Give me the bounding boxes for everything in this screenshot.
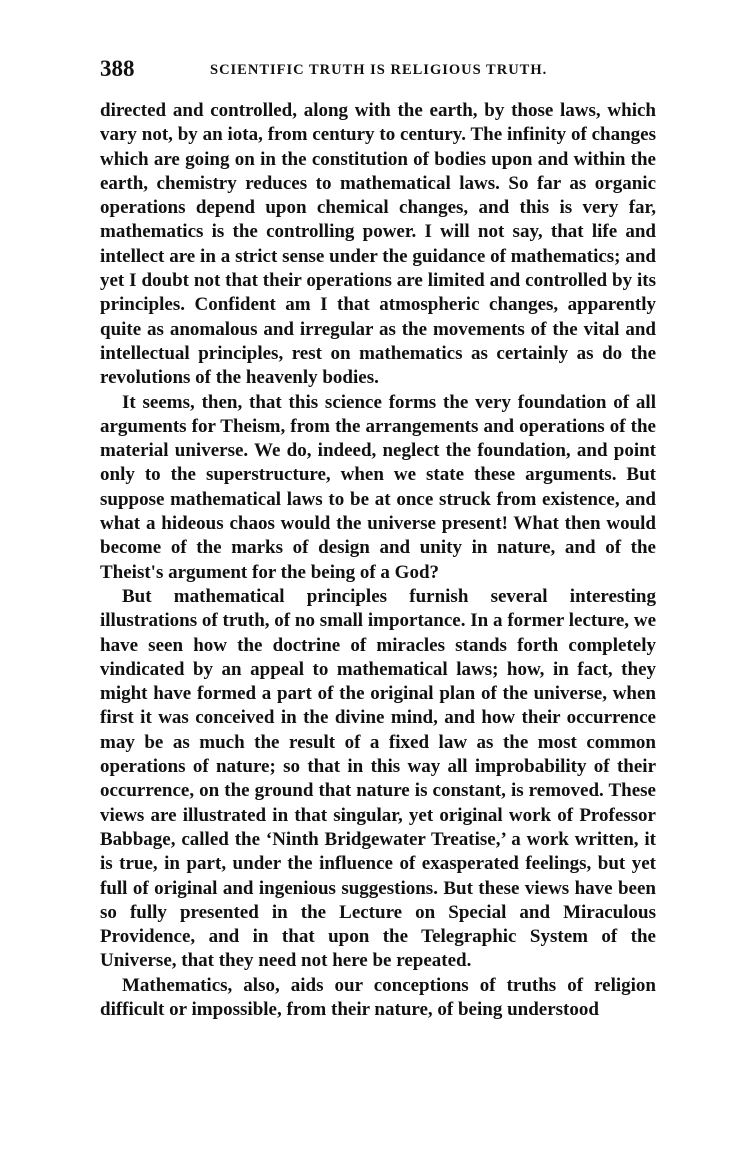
paragraph-1-continued: directed and controlled, along with the earth, by those laws, which vary not, by an iota, from century to century. The infinity of changes which are going on in the constitution of bodies upon and within the earth, chemistry reduces to mathematical laws. So far as organic operations depend upon chemical changes, and this is very far, mathematics is the controlling power. I will not say, that life and intellect are in a strict sense under the guidance of mathematics; and yet I doubt not that their operations are limited and controlled by its principles. Confident am I that atmospheric changes, apparently quite as anomalous and irregular as the movements of the vital and intellectual principles, rest on mathematics as certainly as do the revolutions of the heavenly bodies.: [100, 100, 656, 389]
page-number: 388: [100, 56, 135, 81]
body-text: [100, 99, 656, 1022]
page-header: [100, 56, 655, 84]
paragraph-3: But mathematical principles furnish several interesting illustrations of truth, of no small importance. In a former lecture, we have seen how the doctrine of miracles stands forth completely vindicated by an appeal to mathematical laws; how, in fact, they might have formed a part of the original plan of the universe, when first it was conceived in the divine mind, and how their occurrence may be as much the result of a fixed law as the most common operations of nature; so that in this way all improbability of their occurrence, on the ground that nature is constant, is removed. These views are illustrated in that singular, yet original work of Professor Babbage, called the ‘Ninth Bridgewater Treatise,’ a work written, it is true, in part, under the influence of exasperated feelings, but yet full of original and ingenious suggestions. But these views have been so fully presented in the Lecture on Special and Miraculous Providence, and in that upon the Telegraphic System of the Universe, that they need not here be repeated.: [100, 585, 656, 972]
paragraph-2: It seems, then, that this science forms the very foundation of all arguments for Theism, from the arrangements and operations of the material universe. We do, indeed, neglect the foundation, and point only to the superstructure, when we state these arguments. But suppose mathematical laws to be at once struck from existence, and what a hideous chaos would the universe present! What then would become of the marks of design and unity in nature, and of the Theist's argument for the being of a God?: [100, 391, 656, 583]
running-title: SCIENTIFIC TRUTH IS RELIGIOUS TRUTH.: [210, 62, 548, 78]
paragraph-4: Mathematics, also, aids our conceptions of truths of religion difficult or impossible, from their nature, of being understood: [100, 974, 656, 1020]
